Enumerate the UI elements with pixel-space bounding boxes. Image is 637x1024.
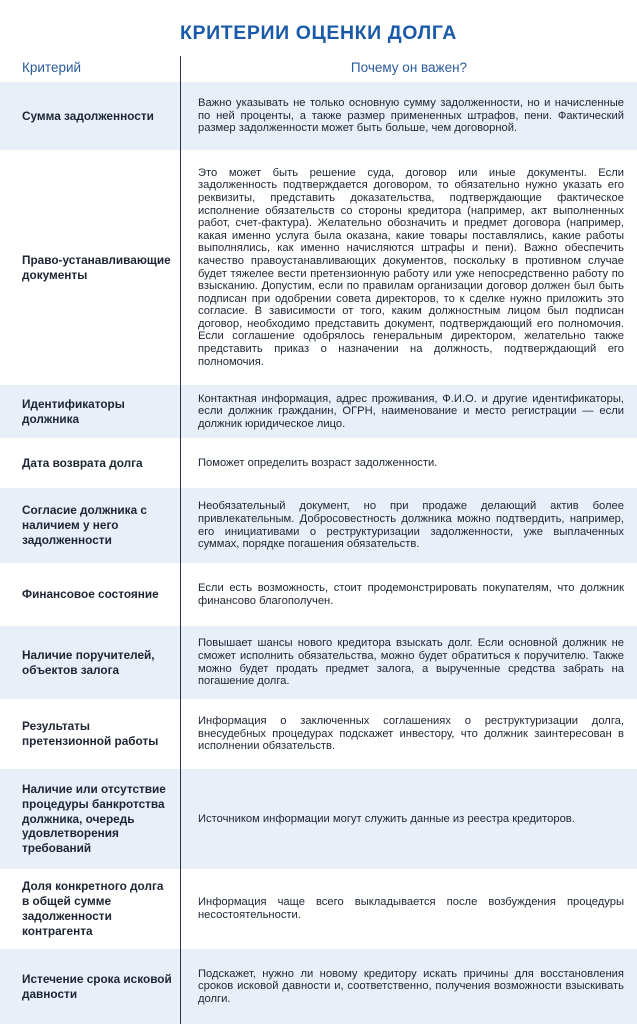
reason-cell: Это может быть решение суда, договор или иные документы. Если задолженность подтверждается договором, то обязательно нужно указать его реквизиты, представить доказательства, подтверждающие фактическое исполнение обязательств со стороны кредитора (например, акт выполненных работ, счет-фактура). Желательно обозначить и предмет договора (например, какая именно услуга была оказана, какие товары поставлялись, какие работы выполнялись, как именно начисляются штрафы и пени). Важно обеспечить качество правоустанавливающих документов, поскольку в противном случае будет тяжелее вести претензионную работу или уже непосредственно работу по взысканию. Допустим, если по правилам организации договор должен был быть подписан при одобрении совета директоров, то к сделке нужно приложить это согласие. В зависимости от того, каким должностным лицом был подписан договор, необходимо представить документ, подтверждающий его полномочия. Если соглашение одобрялось генеральным директором, желательно также представить приказ о назначении на должность, подтверждающий его полномочия. [198, 166, 624, 368]
column-header-criterion: Критерий [22, 60, 82, 75]
table-row [0, 626, 637, 699]
table-row [0, 82, 637, 150]
reason-cell: Информация о заключенных соглашениях о реструктуризации долга, внесудебных процедурах подскажет инвестору, что должник заинтересован в исполнении обязательств. [198, 715, 624, 753]
reason-cell: Поможет определить возраст задолженности. [198, 456, 438, 469]
reason-cell: Контактная информация, адрес проживания, Ф.И.О. и другие идентификаторы, если должник гражданин, ОГРН, наименование и место регистрации — если должник юридическое лицо. [198, 392, 624, 430]
criterion-cell: Сумма задолженности [22, 108, 154, 123]
table-row [0, 699, 637, 769]
reason-cell: Важно указывать не только основную сумму задолженности, но и начисленные по ней проценты, а также размер примененных штрафов, пени. Фактический размер задолженности может быть больше, чем договорной. [198, 97, 624, 135]
column-header-reason: Почему он важен? [350, 60, 468, 75]
reason-cell: Необязательный документ, но при продаже делающий актив более привлекательным. Добросовестность должника можно подтвердить, например, его инициативами о реструктуризации задолженности, уже выплаченных суммах, порядке погашения обязательств. [198, 500, 624, 551]
table-row [0, 769, 637, 869]
table-row [0, 488, 637, 563]
criterion-cell: Дата возврата долга [22, 455, 143, 470]
criterion-cell: Доля конкретного долга в общей сумме задолженности контрагента [22, 879, 164, 938]
criterion-cell: Согласие должника с наличием у него задолженности [22, 503, 147, 547]
table-row [0, 385, 637, 438]
table-row [0, 438, 637, 488]
criterion-cell: Право-устанавливающие документы [22, 252, 171, 282]
table-row [0, 150, 637, 385]
criterion-cell: Результаты претензионной работы [22, 719, 159, 748]
table-row [0, 563, 637, 626]
criterion-cell: Финансовое состояние [22, 587, 159, 602]
criterion-cell: Наличие поручителей, объектов залога [22, 647, 155, 677]
criterion-cell: Наличие или отсутствие процедуры банкротства должника, очередь удовлетворения требований [22, 782, 166, 856]
page-title: КРИТЕРИИ ОЦЕНКИ ДОЛГА [180, 22, 457, 44]
table-header [0, 55, 637, 81]
reason-cell: Повышает шансы нового кредитора взыскать долг. Если основной должник не сможет исполнить обязательства, можно будет обратиться к поручителю. Также можно будет продать предмет залога, а вырученные средства забрать на погашение долга. [198, 637, 624, 688]
column-divider [180, 56, 181, 1024]
reason-cell: Если есть возможность, стоит продемонстрировать покупателям, что должник финансово благополучен. [198, 581, 624, 607]
criterion-cell: Истечение срока исковой давности [22, 971, 172, 1001]
criterion-cell: Идентификаторы должника [22, 396, 125, 426]
reason-cell: Информация чаще всего выкладывается после возбуждения процедуры несостоятельности. [198, 896, 624, 921]
reason-cell: Источником информации могут служить данные из реестра кредиторов. [198, 812, 575, 825]
table-row [0, 869, 637, 949]
reason-cell: Подскажет, нужно ли новому кредитору искать причины для восстановления сроков исковой давности и, соответственно, получения возможности взыскивать долги. [198, 967, 624, 1005]
table-row [0, 949, 637, 1024]
